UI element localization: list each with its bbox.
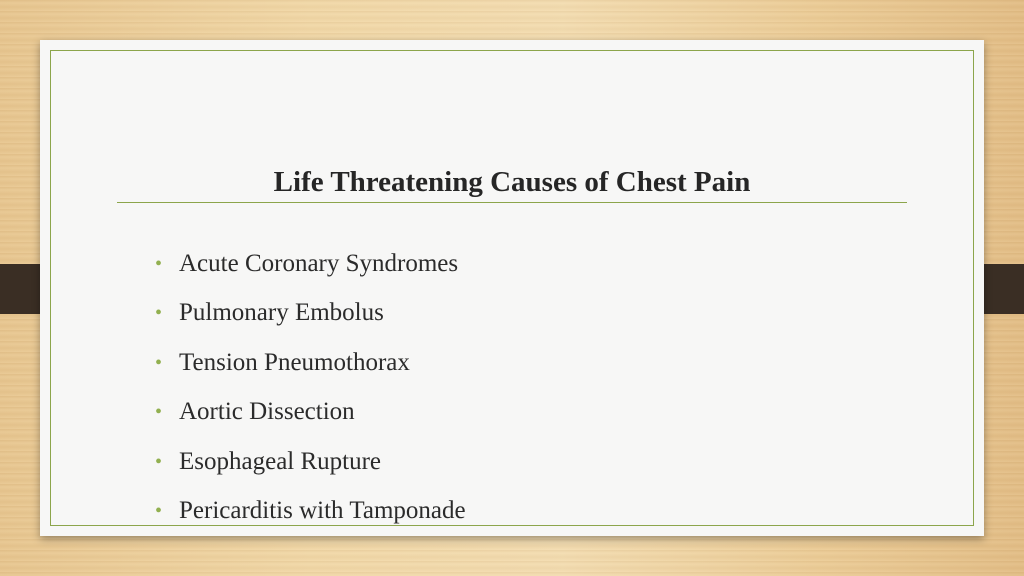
bullet-text: Pericarditis with Tamponade	[179, 496, 466, 524]
title-underline	[117, 202, 907, 203]
bullet-item	[155, 497, 466, 546]
bullet-text: Pulmonary Embolus	[179, 299, 384, 327]
bullet-item	[155, 398, 466, 447]
bullet-dot-icon: •	[155, 499, 163, 522]
bullet-dot-icon: •	[155, 401, 163, 424]
bullet-item	[155, 299, 466, 348]
bullet-text: Tension Pneumothorax	[179, 348, 410, 376]
slide-paper	[40, 40, 984, 536]
bullet-text: Acute Coronary Syndromes	[179, 250, 459, 277]
bullet-dot-icon: •	[155, 450, 163, 473]
bullet-dot-icon: •	[155, 253, 163, 275]
slide-title: Life Threatening Causes of Chest Pain	[273, 166, 751, 198]
bullet-item	[155, 448, 466, 497]
bullet-dot-icon: •	[155, 351, 163, 374]
bullet-dot-icon: •	[155, 302, 163, 325]
bullet-list	[155, 250, 466, 546]
bullet-text: Esophageal Rupture	[179, 447, 382, 475]
bullet-text: Aortic Dissection	[179, 398, 355, 426]
bullet-item	[155, 349, 466, 398]
bullet-item	[155, 250, 466, 299]
